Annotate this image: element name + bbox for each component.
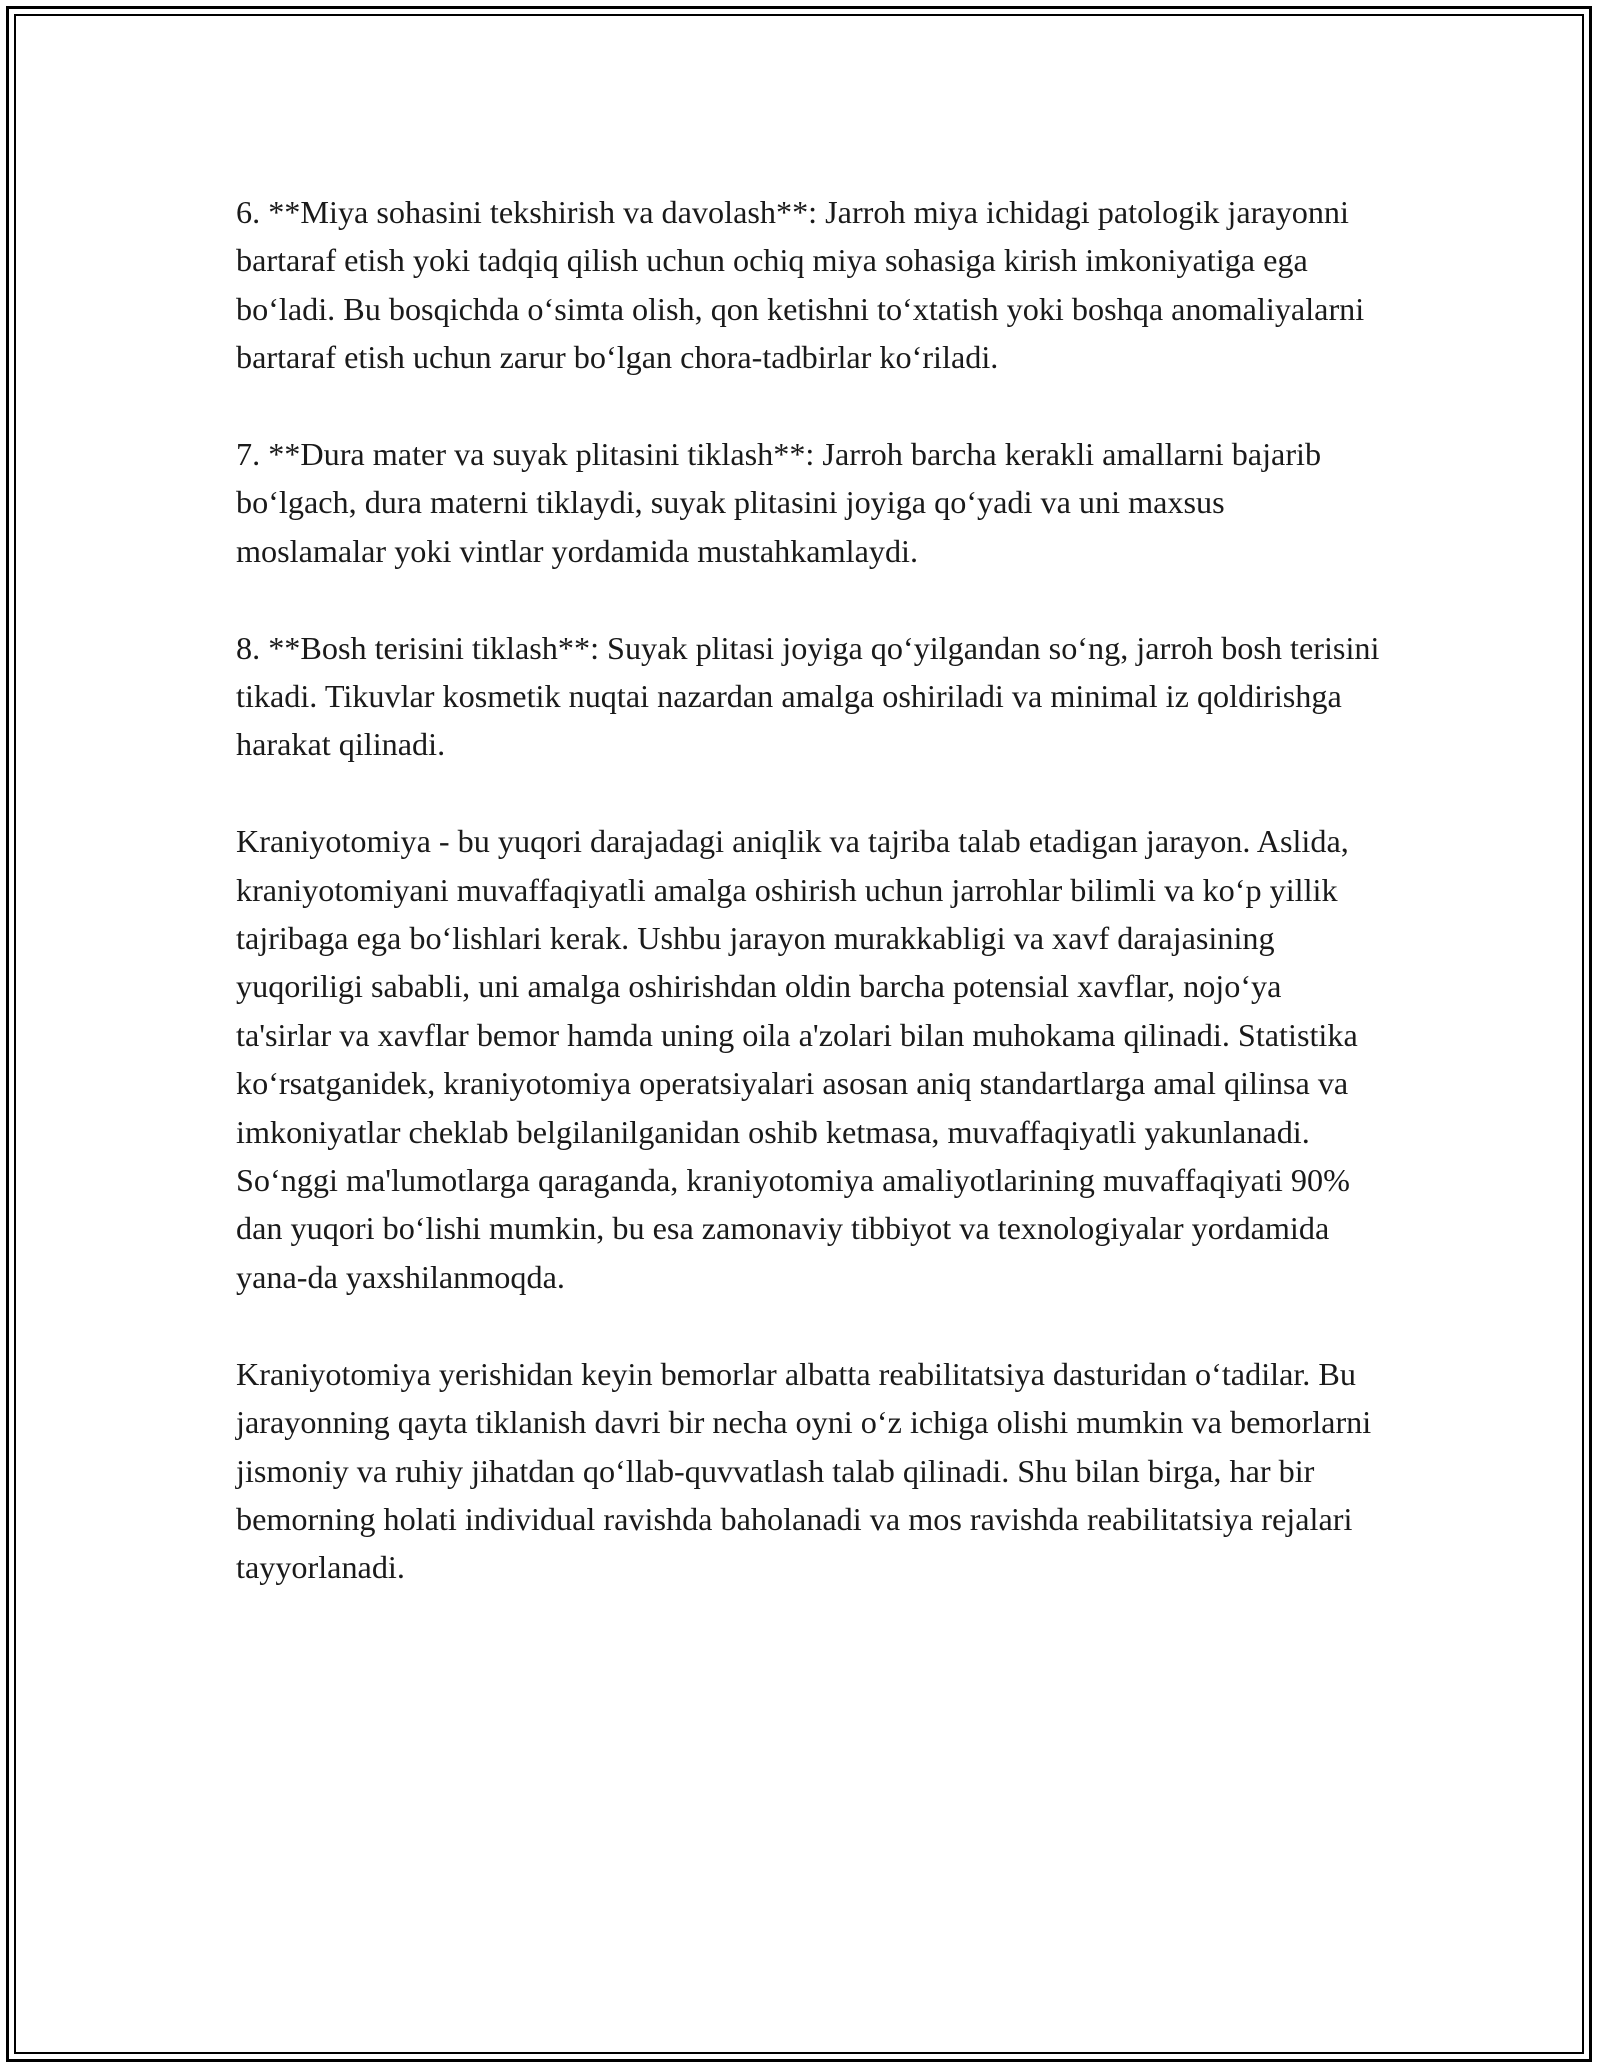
document-body <box>236 188 1381 1592</box>
paragraph-rehabilitation: Kraniyotomiya yerishidan keyin bemorlar albatta reabilitatsiya dasturidan o‘tadilar. Bu jarayonning qayta tiklanish davri bir necha oyni o‘z ichiga olishi mumkin va bemorlarni jismoniy va ruhiy jihatdan qo‘llab-quvvatlash talab qilinadi. Shu bilan birga, har bir bemorning holati individual ravishda baholanadi va mos ravishda reabilitatsiya rejalari tayyorlanadi. <box>236 1355 1372 1586</box>
paragraph-summary: Kraniyotomiya - bu yuqori darajadagi aniqlik va tajriba talab etadigan jarayon. Aslida, kraniyotomiyani muvaffaqiyatli amalga oshirish uchun jarrohlar bilimli va ko‘p yillik tajribaga ega bo‘lishlari kerak. Ushbu jarayon murakkabligi va xavf darajasining yuqoriligi sababli, uni amalga oshirishdan oldin barcha potensial xavflar, nojo‘ya ta'sirlar va xavflar bemor hamda uning oila a'zolari bilan muhokama qilinadi. Statistika ko‘rsatganidek, kraniyotomiya operatsiyalari asosan aniq standartlarga amal qilinsa va imkoniyatlar cheklab belgilanilganidan oshib ketmasa, muvaffaqiyatli yakunlanadi. So‘nggi ma'lumotlarga qaraganda, kraniyotomiya amaliyotlarining muvaffaqiyati 90% dan yuqori bo‘lishi mumkin, bu esa zamonaviy tibbiyot va texnologiyalar yordamida yana-da yaxshilanmoqda. <box>236 823 1358 1295</box>
paragraph-step-6: 6. **Miya sohasini tekshirish va davolash**: Jarroh miya ichidagi patologik jarayonni bartaraf etish yoki tadqiq qilish uchun ochiq miya sohasiga kirish imkoniyatiga ega bo‘ladi. Bu bosqichda o‘simta olish, qon ketishni to‘xtatish yoki boshqa anomaliyalarni bartaraf etish uchun zarur bo‘lgan chora-tadbirlar ko‘riladi. <box>236 194 1365 376</box>
paragraph-step-8: 8. **Bosh terisini tiklash**: Suyak plitasi joyiga qo‘yilgandan so‘ng, jarroh bosh terisini tikadi. Tikuvlar kosmetik nuqtai nazardan amalga oshiriladi va minimal iz qoldirishga harakat qilinadi. <box>236 629 1380 763</box>
paragraph-step-7: 7. **Dura mater va suyak plitasini tiklash**: Jarroh barcha kerakli amallarni bajarib bo‘lgach, dura materni tiklaydi, suyak plitasini joyiga qo‘yadi va uni maxsus moslamalar yoki vintlar yordamida mustahkamlaydi. <box>236 436 1322 569</box>
